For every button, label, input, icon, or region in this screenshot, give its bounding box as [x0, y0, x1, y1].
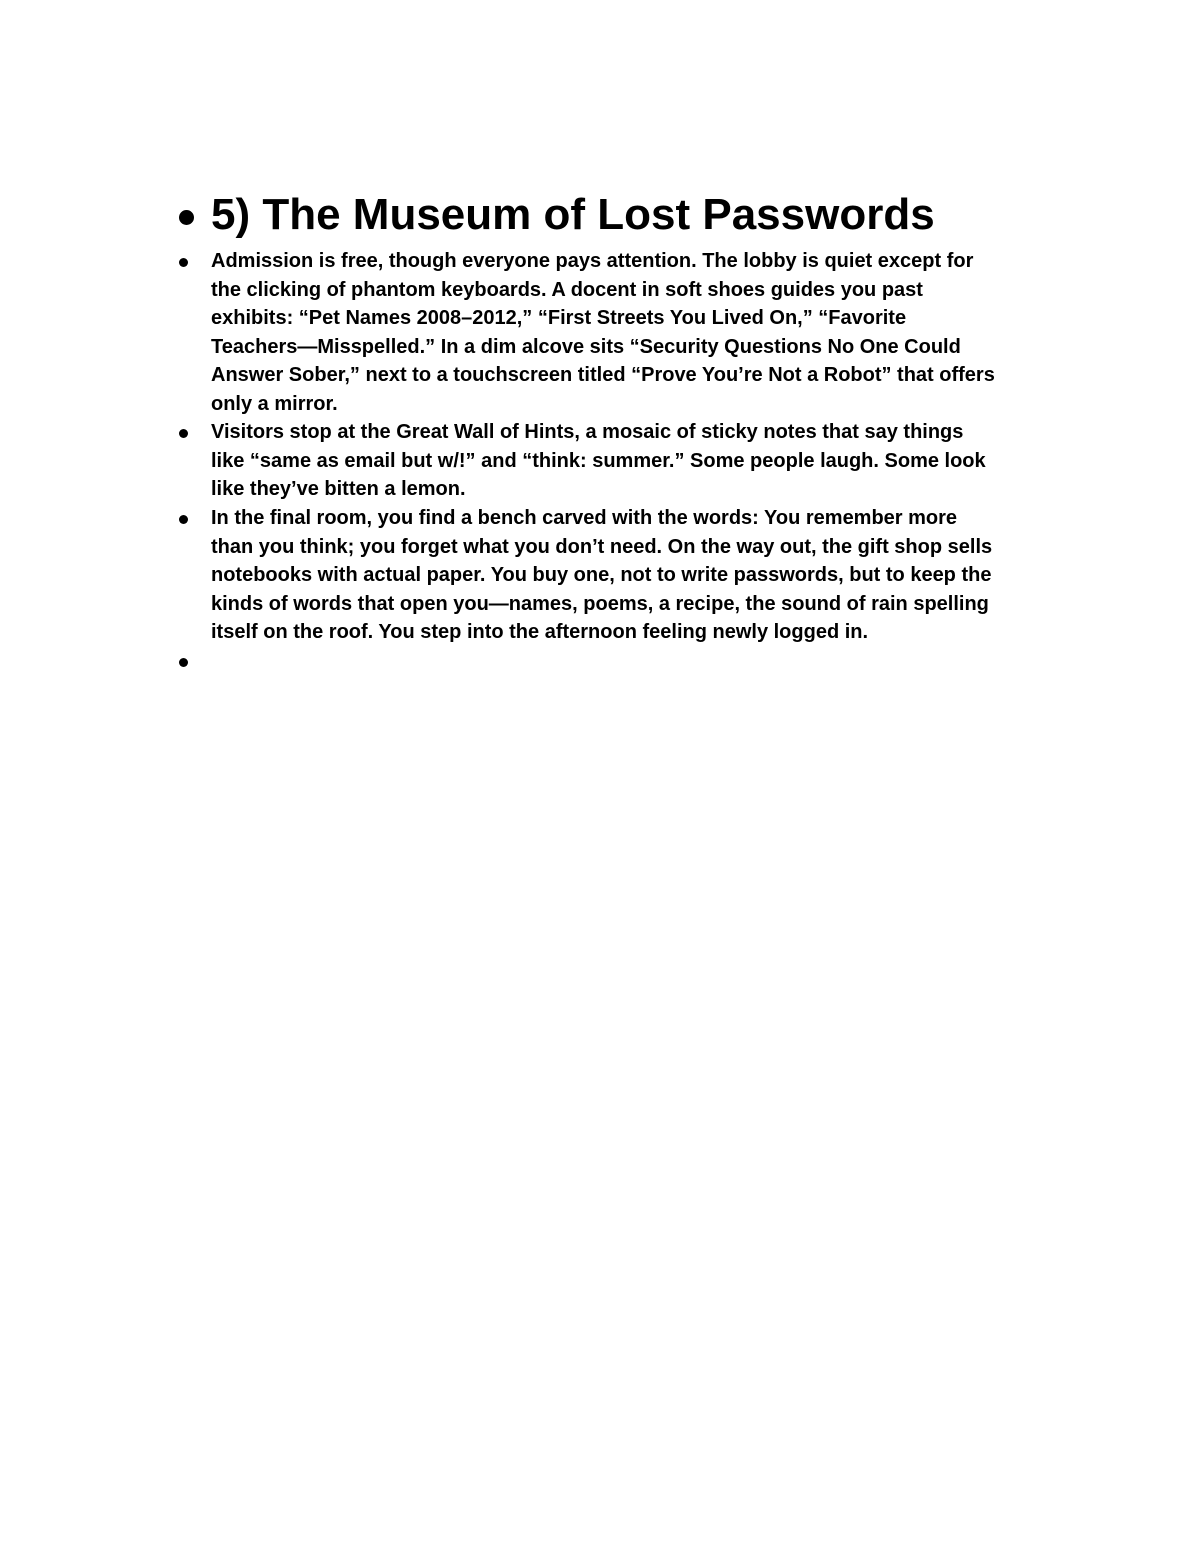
text-line: the clicking of phantom keyboards. A docent in soft shoes guides you past [211, 278, 923, 301]
bullet-icon [179, 258, 188, 267]
list-item [174, 504, 1074, 647]
text-line: Teachers—Misspelled.” In a dim alcove sits “Security Questions No One Could [211, 335, 961, 358]
list-item [174, 247, 1074, 419]
text-line: exhibits: “Pet Names 2008–2012,” “First Streets You Lived On,” “Favorite [211, 307, 907, 330]
text-line: only a mirror. [211, 392, 338, 415]
empty-list-item [174, 647, 1074, 676]
text-line: Answer Sober,” next to a touchscreen titled “Prove You’re Not a Robot” that offers [211, 364, 995, 387]
text-line: Visitors stop at the Great Wall of Hints, a mosaic of sticky notes that say things [211, 421, 964, 443]
text-line: In the final room, you find a bench carved with the words: You remember more [211, 507, 958, 529]
bullet-icon [179, 658, 188, 667]
paragraph-text [211, 247, 1074, 419]
page-title: 5) The Museum of Lost Passwords [211, 190, 935, 239]
bullet-icon [179, 210, 194, 225]
heading-item [174, 188, 1074, 248]
paragraph-text [211, 418, 1074, 504]
bullet-icon [179, 429, 188, 438]
list-item [174, 418, 1074, 504]
text-line: notebooks with actual paper. You buy one, not to write passwords, but to keep the [211, 564, 992, 587]
text-line: like they’ve bitten a lemon. [211, 478, 466, 501]
text-line: itself on the roof. You step into the afternoon feeling newly logged in. [211, 621, 869, 644]
text-line: than you think; you forget what you don’t need. On the way out, the gift shop sells [211, 535, 993, 558]
text-line: like “same as email but w/!” and “think: summer.” Some people laugh. Some look [211, 449, 986, 472]
bullet-icon [179, 515, 188, 524]
paragraph-text [211, 504, 1074, 647]
text-line: Admission is free, though everyone pays attention. The lobby is quiet except for [211, 250, 974, 272]
text-line: kinds of words that open you—names, poems, a recipe, the sound of rain spelling [211, 592, 989, 615]
